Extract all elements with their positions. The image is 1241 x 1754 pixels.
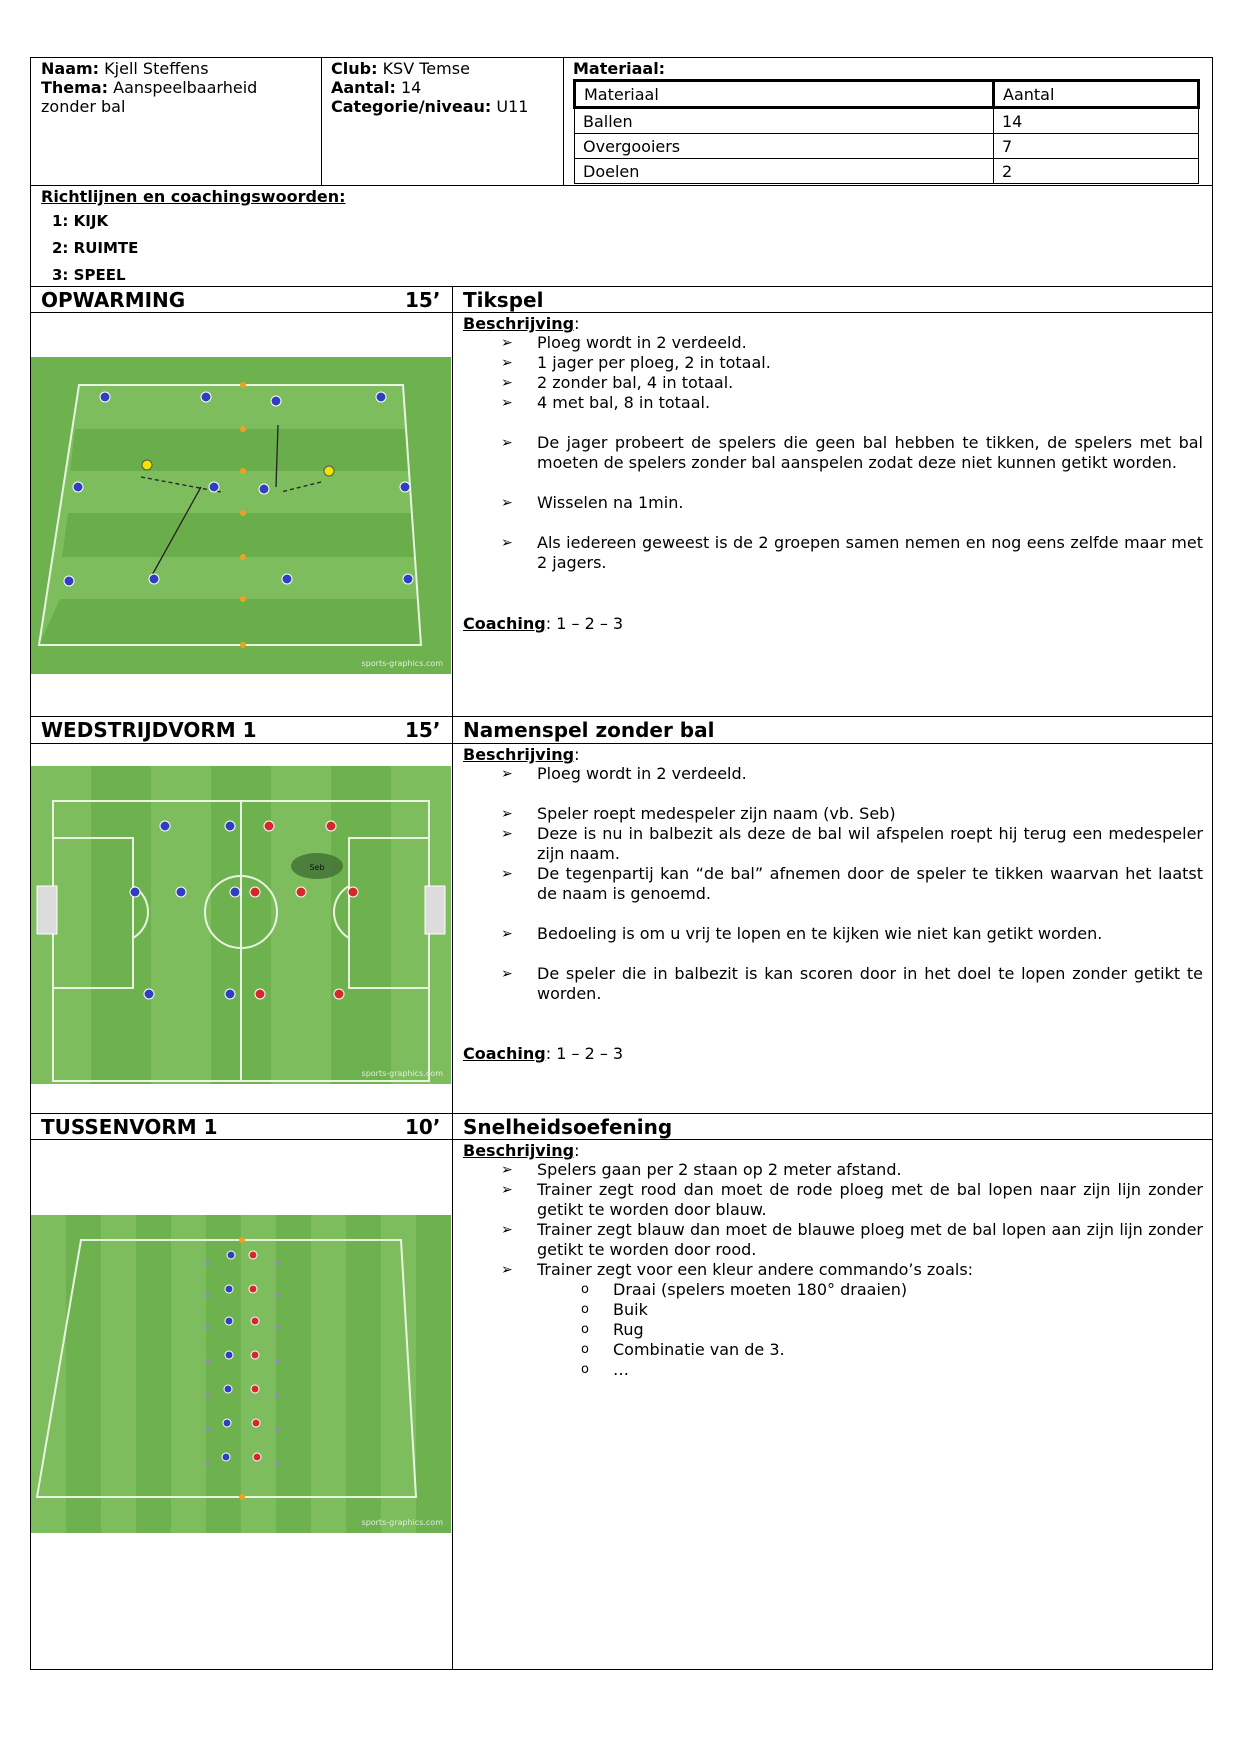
club-field: Club: KSV Temse Aantal: 14 Categorie/niveau: U11	[331, 59, 529, 116]
list-item: ➢ Trainer zegt voor een kleur andere commando’s zoals:	[501, 1260, 974, 1279]
richtlijnen-list	[52, 208, 138, 289]
section-title: Tikspel	[463, 288, 544, 312]
pitch-diagram-match	[31, 766, 451, 1084]
list-item: ➢ 2 zonder bal, 4 in totaal.	[501, 373, 734, 392]
list-item: ➢ Deze is nu in balbezit als deze de bal wil afspelen roept hij terug een medespeler zijn naam.	[501, 824, 1203, 863]
table-cell: 2	[994, 159, 1199, 184]
section-title: Snelheidsoefening	[463, 1115, 673, 1139]
image-credit: sports-graphics.com	[361, 659, 443, 668]
coaching-line: Coaching: 1 – 2 – 3	[463, 1044, 624, 1063]
list-item: 1: KIJK	[52, 212, 109, 230]
list-item: ➢ De jager probeert de spelers die geen bal hebben te tikken, de spelers met bal moeten de spelers zonder bal aanspelen zodat deze niet kunnen getikt worden.	[501, 433, 1203, 472]
bullet-list	[463, 764, 1203, 1004]
list-item: ➢ 1 jager per ploeg, 2 in totaal.	[501, 353, 771, 372]
table-header: Aantal	[994, 81, 1199, 108]
section-description: Beschrijving: ➢ Ploeg wordt in 2 verdeeld. ➢ 1 jager per ploeg, 2 in totaal. ➢ 2 zonder bal, 4 in totaal. ➢ 4 met bal, 8 in totaal. ➢ De jager probeert de spelers die geen bal hebben te tikken, de spelers met bal moeten de spelers zonder bal aanspelen zodat deze niet kunnen getikt worden. ➢ Wisselen na 1min. ➢ Als iedereen geweest is de 2 groepen samen nemen en nog eens zelfde maar met 2 jagers.	[463, 314, 1203, 572]
list-item: ➢ De tegenpartij kan “de bal” afnemen door de speler te tikken waarvan het laatst de naam is genoemd.	[501, 864, 1203, 903]
richtlijnen-title: Richtlijnen en coachingswoorden:	[41, 187, 346, 206]
table-cell: Doelen	[575, 159, 994, 184]
pitch-diagram-warmup	[31, 357, 451, 674]
section-description: Beschrijving: ➢ Spelers gaan per 2 staan op 2 meter afstand. ➢ Trainer zegt rood dan moet de rode ploeg met de bal lopen naar zijn lijn zonder getikt te worden door blauw. ➢ Trainer zegt blauw dan moet de blauwe ploeg met de bal lopen aan zijn lijn zonder getikt te worden door rood. ➢ Trainer zegt voor een kleur andere commando’s zoals: o Draai (spelers moeten 180° draaien) o Buik o Rug o Combinatie van de 3. o …	[463, 1141, 1203, 1379]
desc-label: Beschrijving	[463, 745, 575, 764]
list-item: ➢ Speler roept medespeler zijn naam (vb. Seb)	[501, 804, 896, 823]
table-cell: Ballen	[575, 108, 994, 134]
desc-label: Beschrijving	[463, 1141, 575, 1160]
section-label: OPWARMING	[41, 288, 186, 312]
divider	[321, 57, 322, 185]
coaching-line: Coaching: 1 – 2 – 3	[463, 614, 624, 633]
list-item: ➢ Trainer zegt rood dan moet de rode ploeg met de bal lopen naar zijn lijn zonder getikt te worden door blauw.	[501, 1180, 1203, 1219]
table-header: Materiaal	[575, 81, 994, 108]
image-credit: sports-graphics.com	[361, 1069, 443, 1078]
list-item: ➢ Als iedereen geweest is de 2 groepen samen nemen en nog eens zelfde maar met 2 jagers.	[501, 533, 1203, 572]
list-item: 2: RUIMTE	[52, 239, 139, 257]
list-item: ➢ 4 met bal, 8 in totaal.	[501, 393, 711, 412]
list-item: o Rug	[581, 1320, 644, 1339]
table-cell: 14	[994, 108, 1199, 134]
list-item: ➢ Ploeg wordt in 2 verdeeld.	[501, 333, 747, 352]
list-item: o Buik	[581, 1300, 648, 1319]
list-item: ➢ Ploeg wordt in 2 verdeeld.	[501, 764, 747, 783]
bullet-list	[463, 333, 1203, 573]
list-item: ➢ Wisselen na 1min.	[501, 493, 684, 512]
divider	[563, 57, 564, 185]
list-item: ➢ Spelers gaan per 2 staan op 2 meter afstand.	[501, 1160, 902, 1179]
list-item: ➢ Bedoeling is om u vrij te lopen en te kijken wie niet kan getikt worden.	[501, 924, 1103, 943]
sub-list	[463, 1280, 1203, 1380]
name-bubble: Seb	[309, 863, 325, 872]
pitch-diagram-speed	[31, 1215, 451, 1533]
materiaal-table	[573, 79, 1200, 184]
desc-label: Beschrijving	[463, 314, 575, 333]
list-item: ➢ Trainer zegt blauw dan moet de blauwe ploeg met de bal lopen aan zijn lijn zonder getikt te worden door rood.	[501, 1220, 1203, 1259]
list-item: ➢ De speler die in balbezit is kan scoren door in het doel te lopen zonder getikt te worden.	[501, 964, 1203, 1003]
section-duration: 10’	[405, 1115, 441, 1139]
section-description: Beschrijving: ➢ Ploeg wordt in 2 verdeeld. ➢ Speler roept medespeler zijn naam (vb. Seb) ➢ Deze is nu in balbezit als deze de bal wil afspelen roept hij terug een medespeler zijn naam. ➢ De tegenpartij kan “de bal” afnemen door de speler te tikken waarvan het laatst de naam is genoemd. ➢ Bedoeling is om u vrij te lopen en te kijken wie niet kan getikt worden. ➢ De speler die in balbezit is kan scoren door in het doel te lopen zonder getikt te worden.	[463, 745, 1203, 1003]
section-duration: 15’	[405, 718, 441, 742]
naam-field: Naam: Kjell Steffens Thema: Aanspeelbaarheid zonder bal	[41, 59, 258, 116]
list-item: o Draai (spelers moeten 180° draaien)	[581, 1280, 908, 1299]
bullet-list	[463, 1160, 1203, 1280]
section-duration: 15’	[405, 288, 441, 312]
list-item: o Combinatie van de 3.	[581, 1340, 785, 1359]
table-cell: Overgooiers	[575, 134, 994, 159]
list-item: 3: SPEEL	[52, 266, 126, 284]
image-credit: sports-graphics.com	[361, 1518, 443, 1527]
table-cell: 7	[994, 134, 1199, 159]
divider	[30, 185, 1213, 186]
section-title: Namenspel zonder bal	[463, 718, 715, 742]
section-label: TUSSENVORM 1	[41, 1115, 218, 1139]
list-item: o …	[581, 1360, 629, 1379]
materiaal-title: Materiaal:	[573, 59, 666, 78]
section-label: WEDSTRIJDVORM 1	[41, 718, 257, 742]
